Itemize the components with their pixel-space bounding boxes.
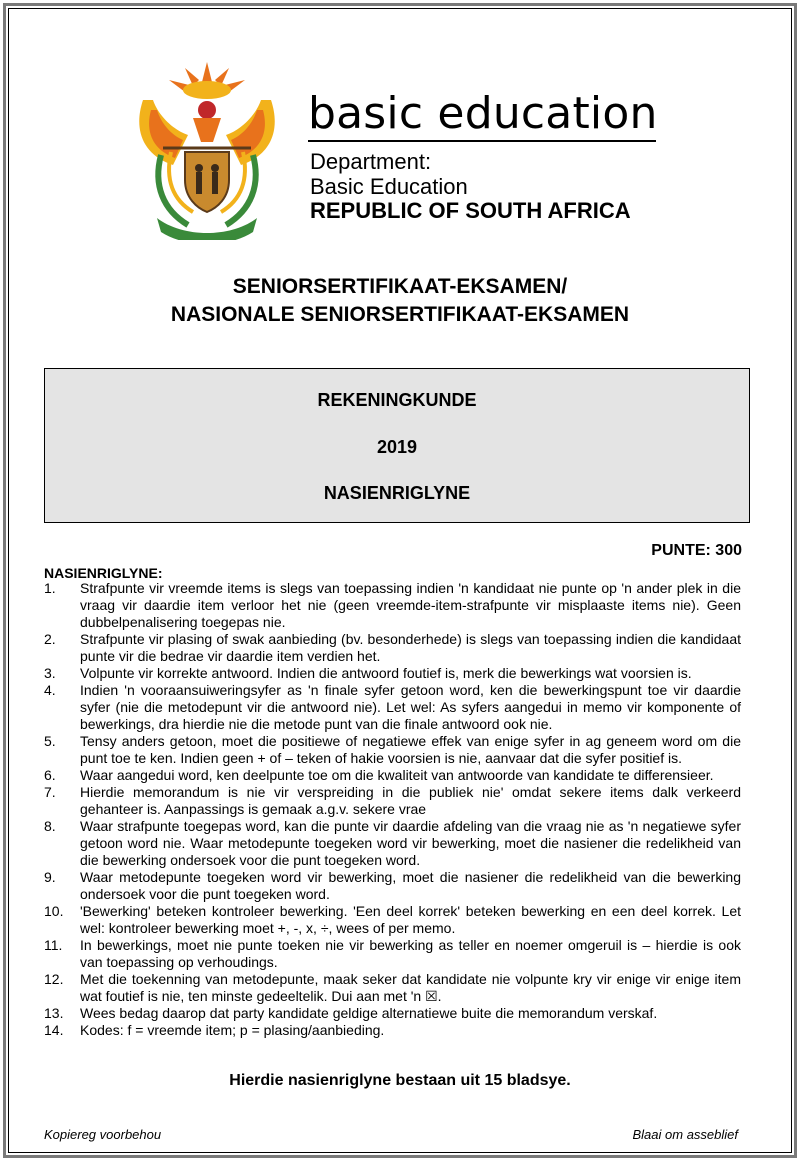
guideline-text: Waar metodepunte toegeken word vir bewerking, moet die nasiener die redelikheid van die bewerking ondersoek voor die punt toegeken word. xyxy=(80,869,741,902)
department-label: Department: xyxy=(310,149,432,174)
exam-title-line1: SENIORSERTIFIKAAT-EKSAMEN/ xyxy=(232,275,568,298)
guideline-text: Waar strafpunte toegepas word, kan die punte vir daardie afdeling van die vraag nie as 'n negatiewe syfer getoon word nie. Waar metodepunte toegeken word vir bewerking, moet die nasiener die redelikheid van die bewerking ondersoek voor die punt toegeken word. xyxy=(80,818,741,868)
guideline-text: Volpunte vir korrekte antwoord. Indien die antwoord foutief is, merk die bewerkings wat voorsien is. xyxy=(80,665,692,681)
guideline-item xyxy=(44,733,741,767)
guideline-number: 14. xyxy=(44,1022,64,1038)
guideline-text: Kodes: f = vreemde item; p = plasing/aanbieding. xyxy=(80,1022,385,1038)
guideline-number: 8. xyxy=(44,818,56,834)
guideline-item xyxy=(44,903,741,937)
guideline-text: Indien 'n vooraansuiweringsyfer as 'n finale syfer getoon word, ken die bewerkingspunt toe vir daardie syfer (nie die metodepunt vir die antwoord nie). Let wel: As syfers aangedui in memo vir komponente of bewerkings, dra hierdie nie die metode punt van die finale antwoord ook nie. xyxy=(80,682,741,732)
guideline-number: 5. xyxy=(44,733,56,749)
page-count-note: Hierdie nasienriglyne bestaan uit 15 bladsye. xyxy=(229,1072,571,1089)
turn-page-footer: Blaai om asseblief xyxy=(632,1127,738,1142)
guideline-number: 1. xyxy=(44,580,56,596)
subject-name: REKENINGKUNDE xyxy=(317,390,477,410)
guideline-item xyxy=(44,1005,741,1022)
exam-title-line2: NASIONALE SENIORSERTIFIKAAT-EKSAMEN xyxy=(170,303,630,326)
guideline-number: 3. xyxy=(44,665,56,681)
guideline-text: In bewerkings, moet nie punte toeken nie vir bewerking as teller en noemer omgeruil is – hierdie is ook van toepassing op verhoudings. xyxy=(80,937,741,970)
total-points: PUNTE: 300 xyxy=(651,542,742,559)
guideline-number: 10. xyxy=(44,903,64,919)
guidelines-heading: NASIENRIGLYNE: xyxy=(44,565,163,581)
guideline-item xyxy=(44,971,741,1005)
guideline-number: 4. xyxy=(44,682,56,698)
guideline-item xyxy=(44,784,741,818)
guidelines-list xyxy=(44,580,741,1039)
document-type: NASIENRIGLYNE xyxy=(323,483,471,503)
coat-of-arms-icon xyxy=(133,60,281,240)
guideline-item xyxy=(44,869,741,903)
guideline-text: Hierdie memorandum is nie vir verspreiding in die publiek nie' omdat sekere items dalk verkeerd gehanteer is. Aanpassings is gemaak a.g.v. sekere vrae xyxy=(80,784,741,817)
guideline-text: Met die toekenning van metodepunte, maak seker dat kandidate nie volpunte kry vir enige vir enige item wat foutief is nie, ten minste gedeeltelik. Dui aan met 'n ☒. xyxy=(80,971,741,1004)
guideline-item xyxy=(44,937,741,971)
brand-underline xyxy=(308,140,656,142)
guideline-text: Strafpunte vir plasing of swak aanbieding (bv. besonderhede) is slegs van toepassing indien die kandidaat punte vir die bedrae vir daardie item verdien het. xyxy=(80,631,741,664)
guideline-item xyxy=(44,580,741,631)
guideline-item xyxy=(44,767,741,784)
brand-title: basic education xyxy=(308,88,658,139)
guideline-number: 9. xyxy=(44,869,56,885)
guideline-text: Tensy anders getoon, moet die positiewe of negatiewe effek van enige syfer in ag geneem word om die punt toe te ken. Indien geen + of – teken of hakie voorsien is nie, aanvaar dat die syfer positief is. xyxy=(80,733,741,766)
country-name: REPUBLIC OF SOUTH AFRICA xyxy=(310,198,631,223)
guideline-item xyxy=(44,665,741,682)
guideline-number: 13. xyxy=(44,1005,64,1021)
guideline-text: Wees bedag daarop dat party kandidate geldige alternatiewe buite die memorandum verskaf. xyxy=(80,1005,658,1021)
guideline-item xyxy=(44,682,741,733)
subject-box xyxy=(44,368,750,523)
guideline-number: 7. xyxy=(44,784,56,800)
guideline-number: 6. xyxy=(44,767,56,783)
guideline-number: 12. xyxy=(44,971,64,987)
guideline-text: Strafpunte vir vreemde items is slegs van toepassing indien 'n kandidaat nie punte op 'n ander plek in die vraag vir daardie item verloor het nie (geen vreemde-item-strafpunte vir misplaaste items nie). Geen dubbelpenalisering toegepas nie. xyxy=(80,580,741,630)
guideline-number: 2. xyxy=(44,631,56,647)
guideline-item xyxy=(44,818,741,869)
department-name: Basic Education xyxy=(310,174,468,199)
copyright-footer: Kopiereg voorbehou xyxy=(44,1127,162,1142)
guideline-number: 11. xyxy=(44,937,63,953)
guideline-item xyxy=(44,1022,741,1039)
guideline-text: 'Bewerking' beteken kontroleer bewerking. 'Een deel korrek' beteken bewerking en een deel korrek. Let wel: kontroleer bewerking moet +, -, x, ÷, wees of per memo. xyxy=(80,903,741,936)
guideline-text: Waar aangedui word, ken deelpunte toe om die kwaliteit van antwoorde van kandidate te differensieer. xyxy=(80,767,714,783)
exam-year: 2019 xyxy=(376,437,418,457)
guideline-item xyxy=(44,631,741,665)
